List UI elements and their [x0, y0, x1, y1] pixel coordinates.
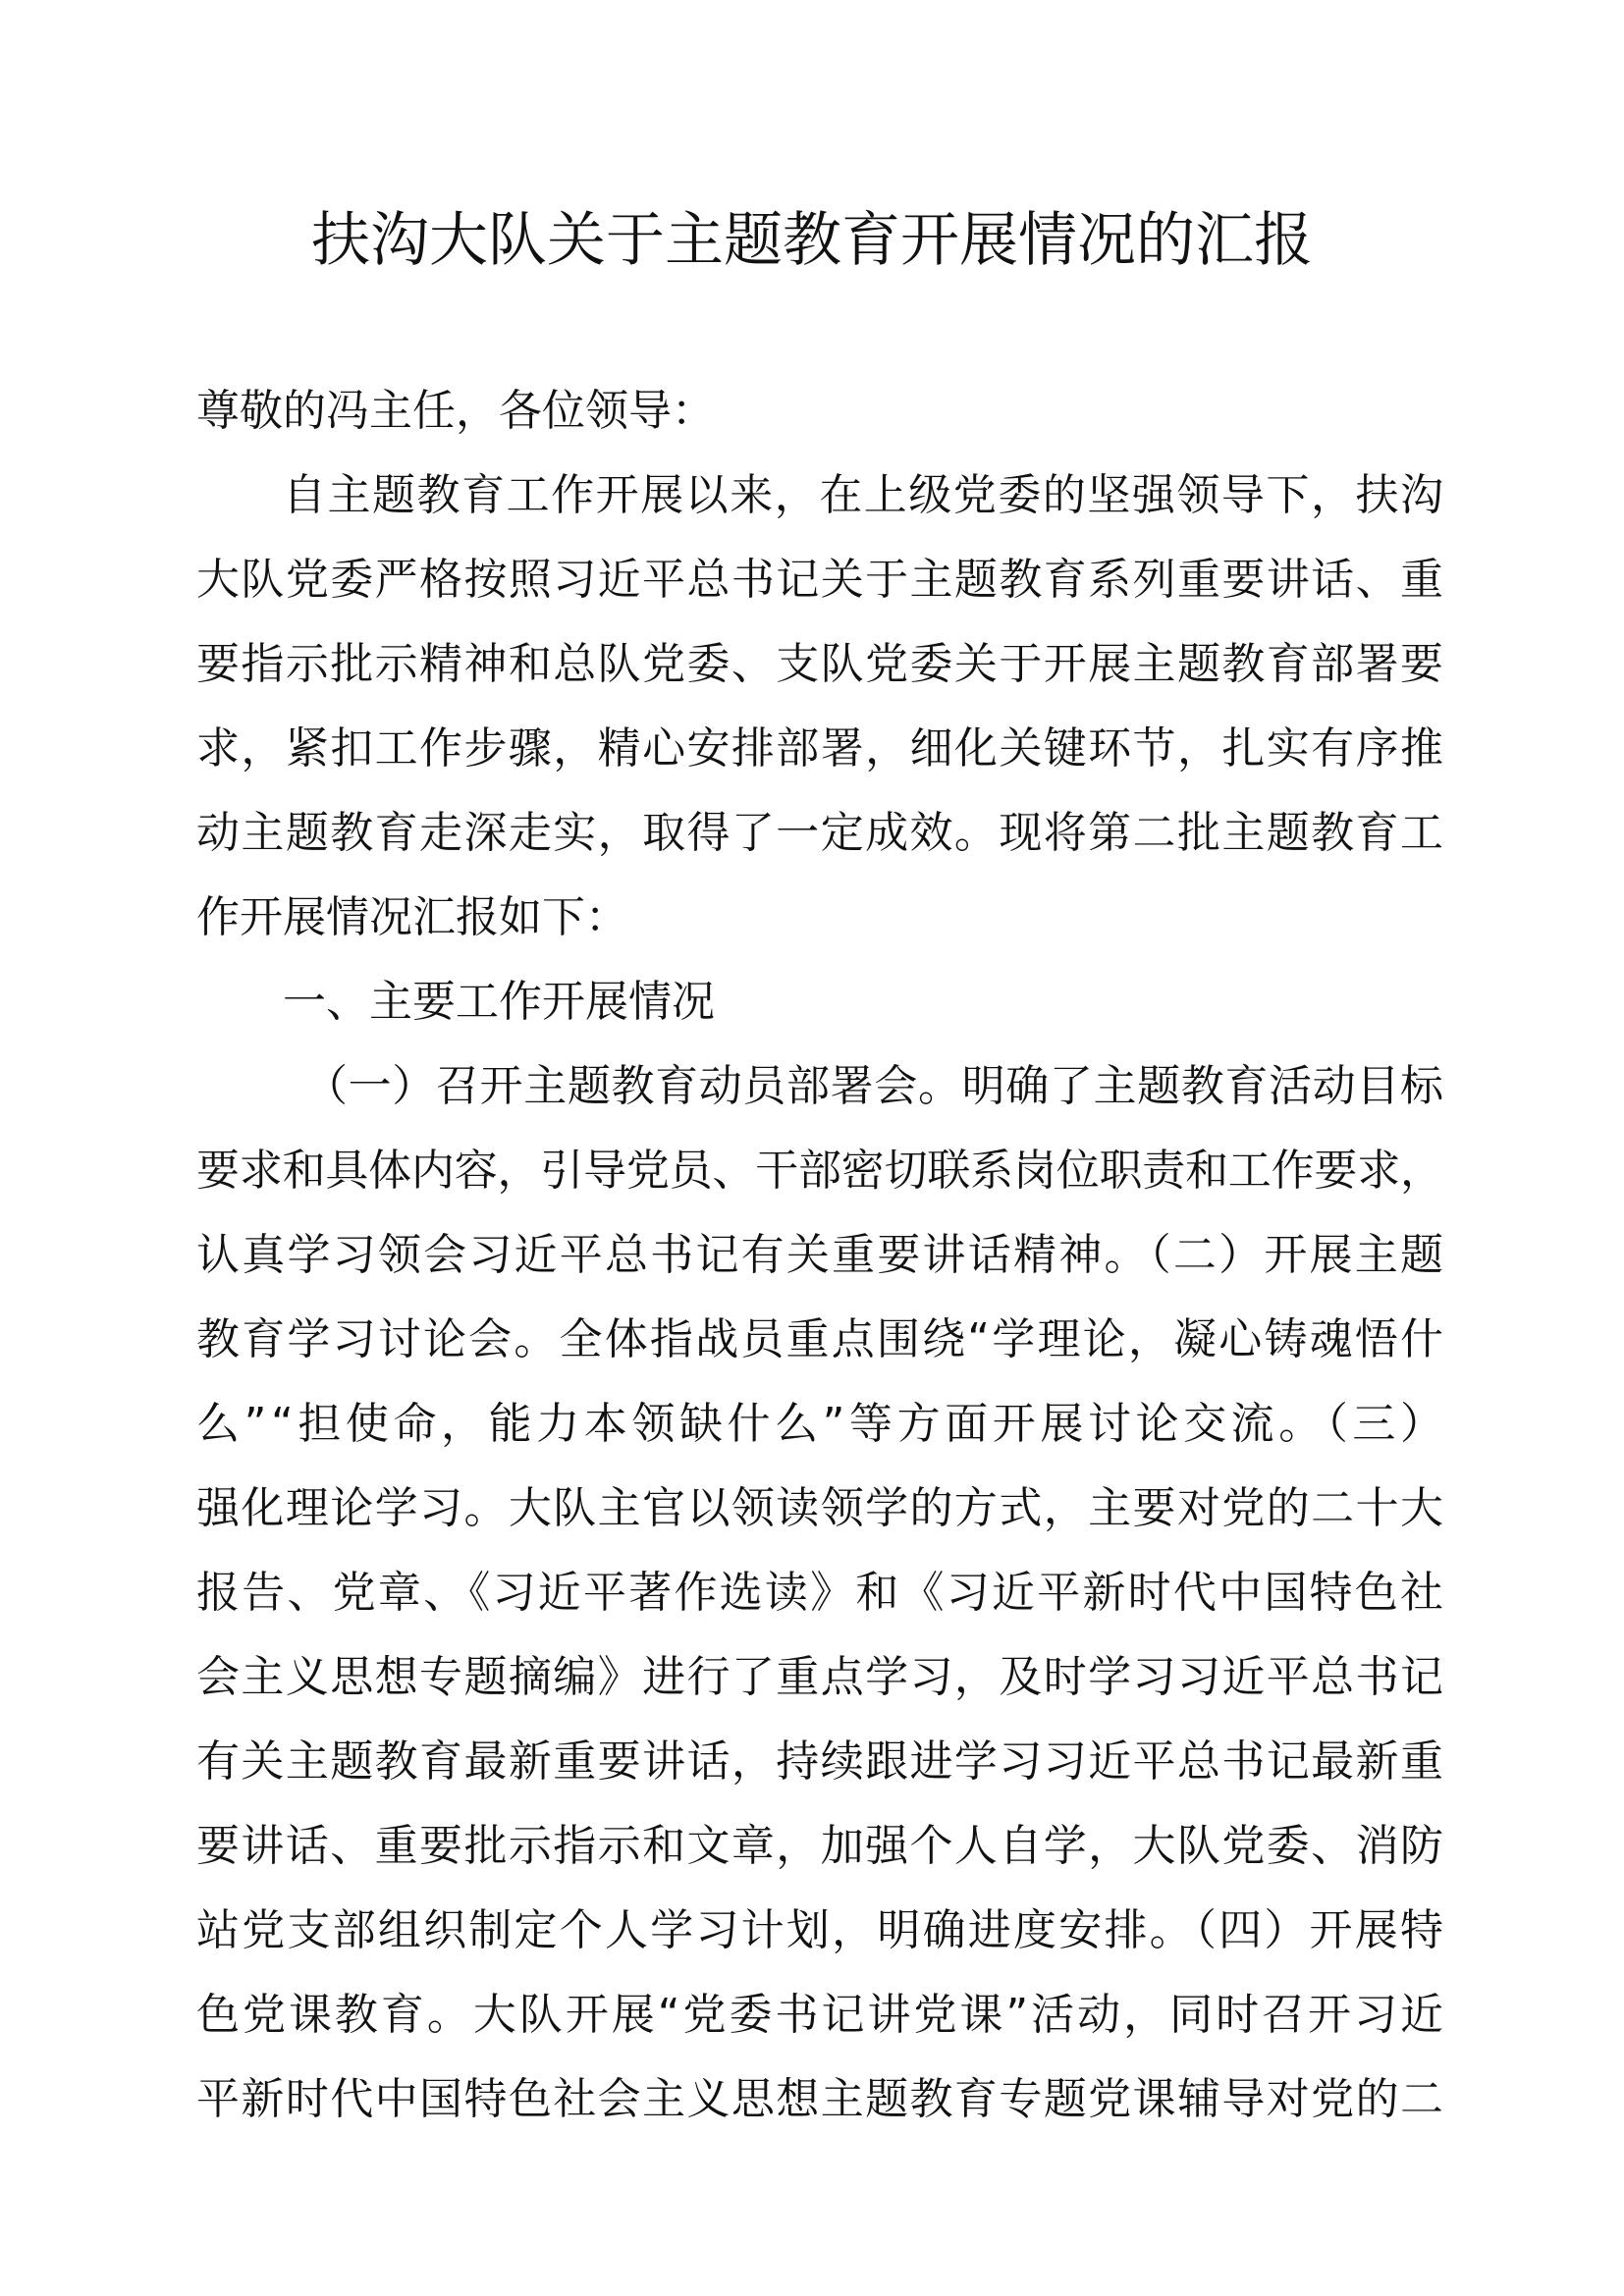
paragraph-line: 平新时代中国特色社会主义思想主题教育专题党课辅导对党的二	[196, 2074, 1445, 2124]
paragraph-line: 大队党委严格按照习近平总书记关于主题教育系列重要讲话、重	[196, 555, 1445, 605]
paragraph-line: 求，紧扣工作步骤，精心安排部署，细化关键环节，扎实有序推	[196, 723, 1445, 774]
section-heading: 一、主要工作开展情况	[283, 977, 715, 1027]
paragraph-line: 会主义思想专题摘编》进行了重点学习，及时学习习近平总书记	[196, 1652, 1445, 1702]
paragraph-line: 要讲话、重要批示指示和文章，加强个人自学，大队党委、消防	[196, 1821, 1445, 1871]
paragraph-line: 作开展情况汇报如下：	[196, 892, 628, 942]
paragraph-line: 报告、党章、《习近平著作选读》和《习近平新时代中国特色社	[196, 1568, 1446, 1618]
paragraph-line: 要指示批示精神和总队党委、支队党委关于开展主题教育部署要	[196, 639, 1445, 689]
document-title: 扶沟大队关于主题教育开展情况的汇报	[311, 206, 1313, 275]
paragraph-line: 自主题教育工作开展以来，在上级党委的坚强领导下，扶沟	[283, 470, 1445, 520]
salutation: 尊敬的冯主任，各位领导：	[196, 386, 715, 436]
paragraph-line: 认真学习领会习近平总书记有关重要讲话精神。（二）开展主题	[196, 1230, 1446, 1280]
paragraph-line: 有关主题教育最新重要讲话，持续跟进学习习近平总书记最新重	[196, 1736, 1445, 1787]
paragraph-line: 动主题教育走深走实，取得了一定成效。现将第二批主题教育工	[196, 808, 1445, 858]
paragraph-line: 强化理论学习。大队主官以领读领学的方式，主要对党的二十大	[196, 1483, 1445, 1533]
paragraph-line: 教育学习讨论会。全体指战员重点围绕“学理论，凝心铸魂悟什	[196, 1314, 1446, 1364]
paragraph-line: 色党课教育。大队开展“党委书记讲党课”活动，同时召开习近	[196, 1990, 1446, 2040]
paragraph-line: （一）召开主题教育动员部署会。明确了主题教育活动目标	[304, 1061, 1444, 1111]
paragraph-line: 要求和具体内容，引导党员、干部密切联系岗位职责和工作要求，	[196, 1146, 1443, 1196]
document-body	[196, 369, 1448, 2142]
paragraph-line: 么”“担使命，能力本领缺什么”等方面开展讨论交流。（三）	[196, 1399, 1448, 1449]
paragraph-line: 站党支部组织制定个人学习计划，明确进度安排。（四）开展特	[196, 1905, 1446, 1955]
